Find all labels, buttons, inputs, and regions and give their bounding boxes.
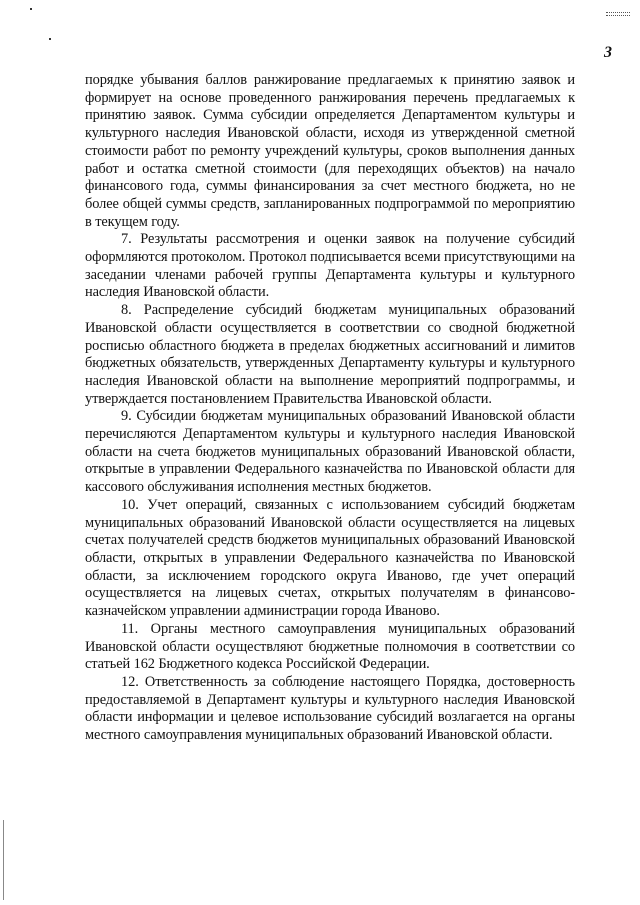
paragraph-7: 7. Результаты рассмотрения и оценки заявок на получение субсидий оформляются протоколом. Протокол подписывается всеми присутствующими на заседании членами рабочей группы Департамента культуры и культурного наследия Ивановской области. (85, 231, 575, 301)
scan-corner-mark (606, 12, 630, 16)
page-number: 3 (604, 44, 612, 61)
paragraph-12: 12. Ответственность за соблюдение настоящего Порядка, достоверность предоставляемой в Департамент культуры и культурного наследия Ивановской области информации и целевое использование субсидий возлагается на органы местного самоуправления муниципальных образований Ивановской области. (85, 673, 575, 744)
paragraph-8: 8. Распределение субсидий бюджетам муниципальных образований Ивановской области осуществляется в соответствии со сводной бюджетной росписью областного бюджета в пределах бюджетных ассигнований и лимитов бюджетных обязательств, утвержденных Департаменту культуры и культурного наследия Ивановской области на выполнение мероприятий подпрограммы, и утверждается постановлением Правительства Ивановской области. (85, 302, 575, 407)
scan-edge-line (3, 820, 4, 900)
paragraph-11: 11. Органы местного самоуправления муниципальных образований Ивановской области осуществляют бюджетные полномочия в соответствии со статьей 162 Бюджетного кодекса Российской Федерации. (85, 620, 575, 673)
scan-speck (49, 38, 51, 40)
scan-speck (30, 8, 32, 10)
paragraph-6-continuation: порядке убывания баллов ранжирование предлагаемых к принятию заявок и формирует на основе проведенного ранжирования перечень предлагаемых к принятию заявок. Сумма субсидии определяется Департаментом культуры и культурного наследия Ивановской области, исходя из утвержденной сметной стоимости работ по ремонту учреждений культуры, сроков выполнения данных работ и остатка сметной стоимости (для переходящих объектов) на начало финансового года, суммы финансирования за счет местного бюджета, но не более общей суммы средств, запланированных подпрограммой по мероприятию в текущем году. (85, 72, 575, 230)
document-body (85, 72, 575, 745)
paragraph-9: 9. Субсидии бюджетам муниципальных образований Ивановской области перечисляются Департаментом культуры и культурного наследия Ивановской области на счета бюджетов муниципальных образований Ивановской области, открытые в управлении Федерального казначейства по Ивановской области для кассового обслуживания исполнения местных бюджетов. (85, 408, 575, 496)
paragraph-10: 10. Учет операций, связанных с использованием субсидий бюджетам муниципальных образований Ивановской области осуществляется на лицевых счетах получателей средств бюджетов муниципальных образований Ивановской области, открытых в управлении Федерального казначейства по Ивановской области, за исключением городского округа Иваново, где учет операций осуществляется на лицевых счетах, открытых получателям в финансово-казначейском управлении администрации города Иваново. (85, 496, 575, 620)
